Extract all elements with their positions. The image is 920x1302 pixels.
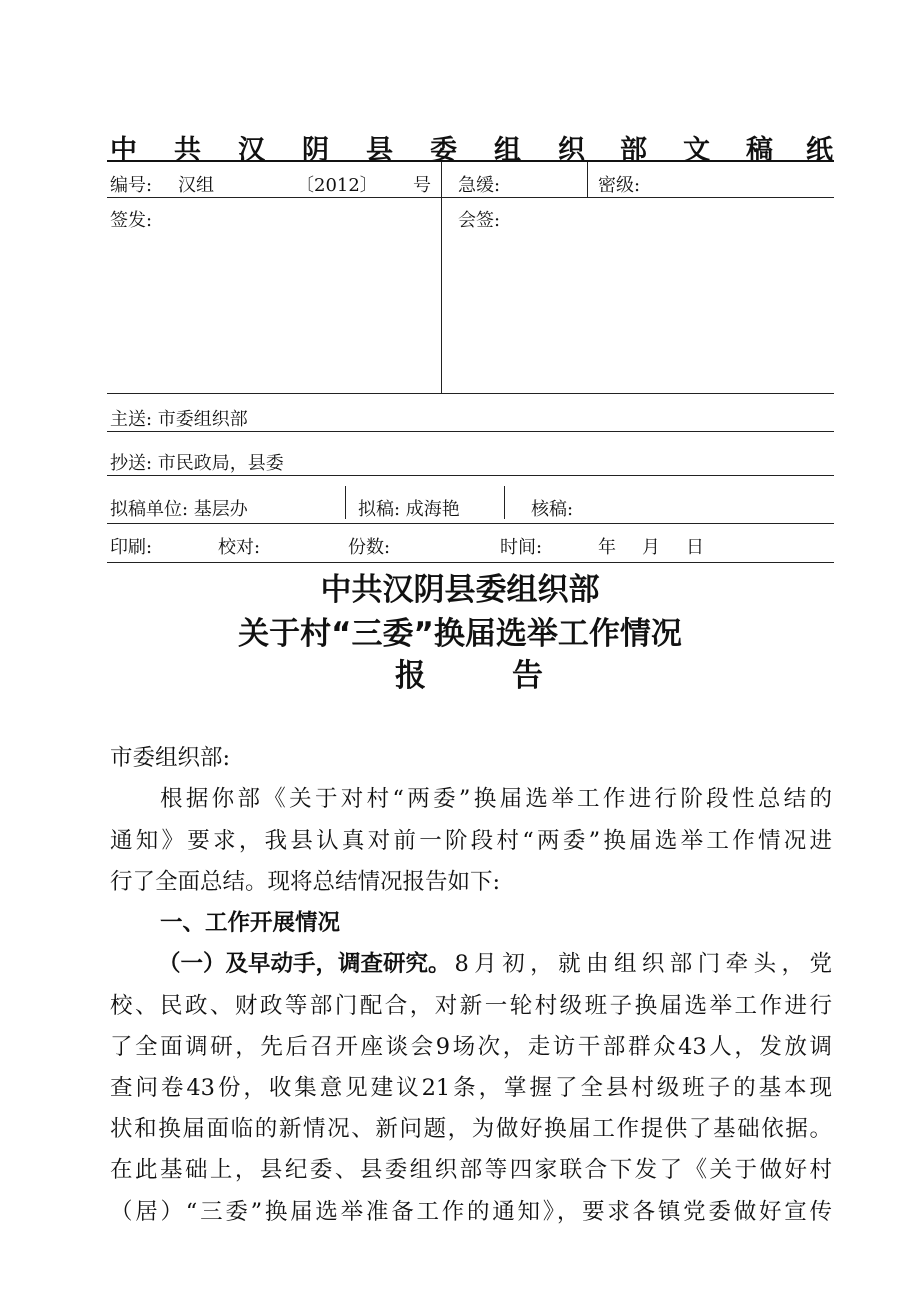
nigao-danwei-field: 拟稿单位: 基层办 <box>110 499 248 520</box>
form-rule <box>107 431 834 432</box>
bianhao-label: 编号: <box>110 175 153 196</box>
qianfa-label: 签发: <box>110 210 153 231</box>
paragraph-line: 查问卷43份，收集意见建议21条，掌握了全县村级班子的基本现 <box>110 1075 832 1101</box>
letterhead-char: 稿 <box>746 135 773 166</box>
form-rule <box>107 562 834 563</box>
doc-title-bao: 报 <box>395 658 426 694</box>
nigao-field: 拟稿: 成海艳 <box>358 499 460 520</box>
paragraph-line: 校、民政、财政等部门配合，对新一轮村级班子换届选举工作进行 <box>110 993 832 1019</box>
letterhead-char: 县 <box>366 135 393 166</box>
salutation: 市委组织部: <box>110 745 231 771</box>
form-rule <box>107 393 834 394</box>
letterhead-char: 中 <box>110 135 137 166</box>
jihuan-label: 急缓: <box>458 175 501 196</box>
paragraph-line: 在此基础上，县纪委、县委组织部等四家联合下发了《关于做好村 <box>110 1157 832 1183</box>
yinshua-label: 印刷: <box>110 537 153 558</box>
form-top-rule <box>107 160 834 162</box>
doc-title-line1: 中共汉阴县委组织部 <box>320 572 600 608</box>
form-divider <box>441 162 442 393</box>
subsection-text: 8月初，就由组织部门牵头，党 <box>454 951 832 977</box>
letterhead-char: 部 <box>620 135 647 166</box>
hegao-label: 核稿: <box>531 499 574 520</box>
subsection-line <box>158 946 832 978</box>
huiqian-label: 会签: <box>458 210 501 231</box>
miji-label: 密级: <box>598 175 641 196</box>
letterhead-char: 共 <box>174 135 201 166</box>
doc-title-line2: 关于村“三委”换届选举工作情况 <box>238 616 682 652</box>
nian-label: 年 <box>598 537 616 558</box>
form-rule <box>107 523 834 524</box>
ri-label: 日 <box>686 537 704 558</box>
letterhead-char: 委 <box>430 135 457 166</box>
letterhead-char: 文 <box>683 135 710 166</box>
letterhead-char: 织 <box>558 135 585 166</box>
yue-label: 月 <box>642 537 660 558</box>
form-divider <box>587 162 588 197</box>
paragraph-line: 行了全面总结。现将总结情况报告如下: <box>110 869 501 895</box>
fenshu-label: 份数: <box>348 537 391 558</box>
paragraph-line: （居）“三委”换届选举准备工作的通知》，要求各镇党委做好宣传 <box>110 1199 832 1225</box>
letterhead-char: 汉 <box>238 135 265 166</box>
paragraph-line: 根据你部《关于对村“两委”换届选举工作进行阶段性总结的 <box>160 786 832 812</box>
form-divider <box>345 486 346 519</box>
letterhead-char: 阴 <box>302 135 329 166</box>
doc-title-gao: 告 <box>512 658 543 694</box>
form-rule <box>107 475 834 476</box>
section-heading: 一、工作开展情况 <box>160 910 341 936</box>
letterhead-char: 组 <box>494 135 521 166</box>
paragraph-line: 通知》要求，我县认真对前一阶段村“两委”换届选举工作情况进 <box>110 828 832 854</box>
subsection-heading: （一）及早动手，调查研究。 <box>158 951 451 977</box>
letterhead-char: 纸 <box>806 135 833 166</box>
form-rule <box>107 197 834 198</box>
bianhao-year: 〔2012〕 <box>296 175 378 196</box>
bianhao-hao: 号 <box>413 175 431 196</box>
zhusong-field: 主送: 市委组织部 <box>110 409 248 430</box>
form-divider <box>504 486 505 519</box>
paragraph-line: 了全面调研，先后召开座谈会9场次，走访干部群众43人，发放调 <box>110 1034 832 1060</box>
shijian-label: 时间: <box>500 537 543 558</box>
chaosong-field: 抄送: 市民政局，县委 <box>110 453 284 474</box>
bianhao-org: 汉组 <box>178 175 214 196</box>
paragraph-line: 状和换届面临的新情况、新问题，为做好换届工作提供了基础依据。 <box>110 1116 832 1142</box>
jiaodui-label: 校对: <box>218 537 261 558</box>
